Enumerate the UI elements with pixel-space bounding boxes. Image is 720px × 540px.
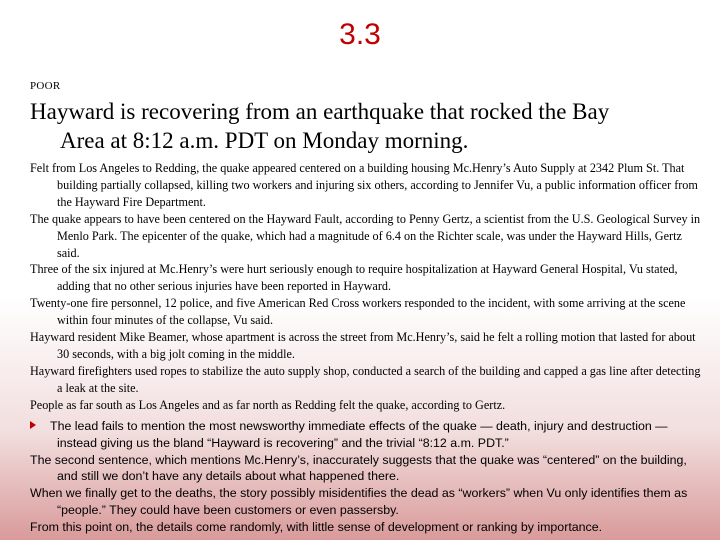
- critique-item-4: From this point on, the details come randomly, with little sense of development or ranking by importance.: [30, 519, 603, 534]
- story-paragraph: Hayward firefighters used ropes to stabilize the auto supply shop, conducted a search of the building and capped a gas line after detecting a leak at the site.: [30, 363, 701, 395]
- critique-item-3: When we finally get to the deaths, the story possibly misidentifies the dead as “workers” when Vu only identifies them as “people.” They could have been customers or even passersby.: [30, 486, 688, 517]
- headline-line-2: Area at 8:12 a.m. PDT on Monday morning.: [60, 128, 469, 153]
- rating-label: POOR: [30, 80, 61, 92]
- triangle-bullet-icon: [30, 421, 36, 429]
- story-body: [30, 160, 705, 414]
- story-paragraph: The quake appears to have been centered on the Hayward Fault, according to Penny Gertz, a scientist from the U.S. Geological Survey in Menlo Park. The epicenter of the quake, which had a magnitude of 6.4 on the Richter scale, was under the Hayward Hills, Gertz said.: [30, 211, 701, 260]
- critique-notes: [30, 418, 700, 536]
- headline: [30, 97, 700, 155]
- critique-item-1: [30, 418, 700, 452]
- story-paragraph: Hayward resident Mike Beamer, whose apartment is across the street from Mc.Henry’s, said he felt a rolling motion that lasted for about 30 seconds, with a big jolt coming in the middle.: [30, 330, 696, 361]
- critique-item-2: The second sentence, which mentions Mc.Henry’s, inaccurately suggests that the quake was “centered” on the building, and still we don’t have any details about what happened there.: [30, 452, 687, 484]
- story-paragraph: Three of the six injured at Mc.Henry’s were hurt seriously enough to require hospitalization at Hayward General Hospital, Vu stated, adding that no other serious injuries have been reported in Hayward.: [30, 262, 678, 294]
- story-paragraph: Twenty-one fire personnel, 12 police, and five American Red Cross workers responded to the incident, with some arriving at the scene within four minutes of the collapse, Vu said.: [30, 296, 686, 328]
- slide-title: 3.3: [339, 18, 381, 51]
- critique-text: The lead fails to mention the most newsworthy immediate effects of the quake — death, injury and destruction — instead giving us the bland “Hayward is recovering” and the trivial “8:12 a.m. PDT.”: [50, 419, 668, 450]
- story-paragraph: Felt from Los Angeles to Redding, the quake appeared centered on a building housing Mc.Henry’s Auto Supply at 2342 Plum St. That building partially collapsed, killing two workers and injuring six others, according to Jennifer Vu, a public information officer from the Hayward Fire Department.: [30, 161, 698, 209]
- headline-line-1: Hayward is recovering from an earthquake that rocked the Bay: [30, 99, 610, 124]
- story-paragraph: People as far south as Los Angeles and as far north as Redding felt the quake, according to Gertz.: [30, 397, 506, 412]
